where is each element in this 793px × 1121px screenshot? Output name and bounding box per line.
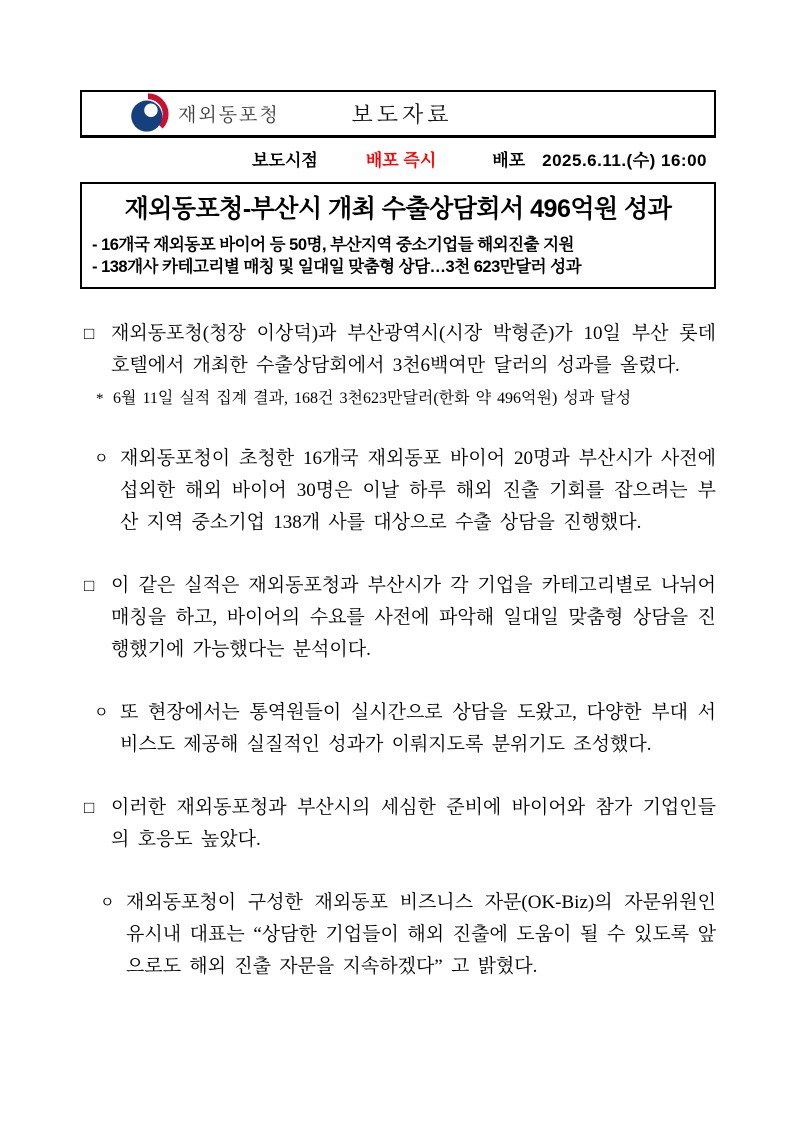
- paragraph: [80, 697, 716, 761]
- headline-box: [80, 182, 716, 289]
- paragraph: [80, 443, 716, 539]
- square-bullet-marker: □: [84, 798, 95, 817]
- square-bullet-marker: □: [84, 324, 95, 343]
- header-box: [80, 90, 716, 138]
- distribution-label: 배포: [492, 151, 526, 170]
- agency-brand: [127, 93, 280, 135]
- circle-bullet-marker: ㅇ: [94, 705, 109, 721]
- distribution-datetime: 2025.6.11.(수) 16:00: [542, 151, 707, 170]
- paragraph: [80, 887, 716, 983]
- footnote-text: 6월 11일 실적 집계 결과, 168건 3천623만달러(한화 약 496억원) 성과 달성: [113, 390, 632, 407]
- agency-name: 재외동포청: [178, 105, 280, 126]
- release-timing-value: 배포 즉시: [365, 151, 437, 170]
- asterisk-marker: *: [96, 391, 104, 407]
- paragraph: [80, 318, 716, 382]
- paragraph: [80, 570, 716, 666]
- circle-bullet-marker: ㅇ: [94, 451, 109, 467]
- doc-type-label: 보도자료: [351, 102, 453, 127]
- headline-title: 재외동포청-부산시 개최 수출상담회서 496억원 성과: [124, 195, 672, 223]
- paragraph-text: 또 현장에서는 통역원들이 실시간으로 상담을 도왔고, 다양한 부대 서비스도 제공해 실질적인 성과가 이뤄지도록 분위기도 조성했다.: [120, 702, 716, 755]
- circle-bullet-marker: ㅇ: [100, 895, 115, 911]
- paragraph-text: 재외동포청이 구성한 재외동포 비즈니스 자문(OK-Biz)의 자문위원인 유시내 대표는 “상담한 기업들이 해외 진출에 도움이 될 수 있도록 앞으로도 해외 진출 자문을 지속하겠다” 고 밝혔다.: [126, 892, 716, 977]
- release-timing-label: 보도시점: [252, 151, 318, 170]
- release-info-row: [80, 146, 716, 171]
- paragraph-text: 재외동포청이 초청한 16개국 재외동포 바이어 20명과 부산시가 사전에 섭외한 해외 바이어 30명은 이날 하루 해외 진출 기회를 잡으려는 부산 지역 중소기업 138개 사를 대상으로 수출 상담을 진행했다.: [120, 448, 716, 533]
- paragraph: [80, 792, 716, 856]
- footnote: [80, 386, 716, 412]
- headline-subtitles: [92, 234, 704, 278]
- paragraph-text: 재외동포청(청장 이상덕)과 부산광역시(시장 박형준)가 10일 부산 롯데호텔에서 개최한 수출상담회에서 3천6백여만 달러의 성과를 올렸다.: [111, 323, 716, 376]
- document-content: [80, 90, 716, 983]
- korea-government-emblem-icon: [127, 93, 169, 135]
- body-text: [80, 318, 716, 983]
- square-bullet-marker: □: [84, 576, 95, 595]
- paragraph-text: 이 같은 실적은 재외동포청과 부산시가 각 기업을 카테고리별로 나뉘어 매칭을 하고, 바이어의 수요를 사전에 파악해 일대일 맞춤형 상담을 진행했기에 가능했다는 분석이다.: [111, 575, 716, 660]
- headline-subtitle: - 16개국 재외동포 바이어 등 50명, 부산지역 중소기업들 해외진출 지원: [92, 236, 574, 254]
- paragraph-text: 이러한 재외동포청과 부산시의 세심한 준비에 바이어와 참가 기업인들의 호응도 높았다.: [111, 797, 716, 850]
- headline-subtitle: - 138개사 카테고리별 매칭 및 일대일 맞춤형 상담…3천 623만달러 성과: [92, 258, 582, 276]
